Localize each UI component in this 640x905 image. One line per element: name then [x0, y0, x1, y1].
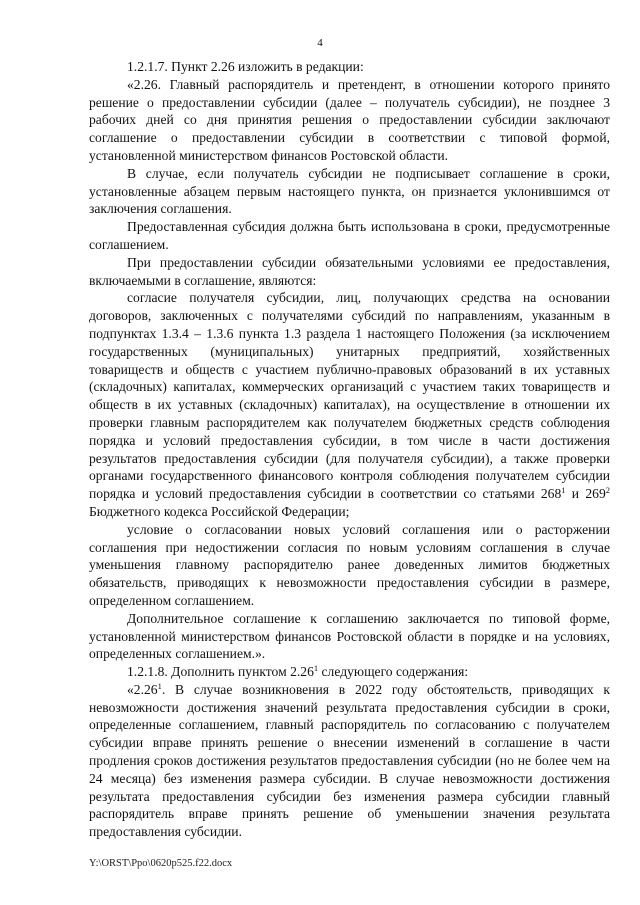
paragraph-1-2-1-7: 1.2.1.7. Пункт 2.26 изложить в редакции:: [127, 59, 364, 74]
consent-text: согласие получателя субсидии, лиц, получающих средства на основании договоров, заключенных с получателями субсидий по направлениям, указанным в подпунктах 1.3.4 – 1.3.6 пункта 1.3 раздела 1 настоящего Положения (за исключением государственных (муниципальных) унитарных предприятий, хозяйственных товариществ и обществ с участием публично-правовых образований в их уставных (складочных) капиталах, коммерческих организаций с участием таких товариществ и обществ в их уставных (складочных) капиталах), на осуществление в отношении их проверки главным распорядителем как получателем бюджетных средств соблюдения порядка и условий предоставления субсидии, в том числе в части достижения результатов предоставления субсидии (для получателя субсидии), а также проверки органами государственного финансового контроля соблюдения получателем субсидии порядка и условий предоставления субсидии в соответствии со статьями 268: [89, 290, 610, 502]
page-number: 4: [317, 37, 323, 49]
clause-text: . В случае возникновения в 2022 году обстоятельств, приводящих к невозможности достижения значений результата предоставления субсидии в сроки, определенные соглашением, главный распорядитель по согласованию с получателем субсидии вправе принять решение о внесении изменений в соглашение в части продления сроков достижения результатов предоставления субсидии (но не более чем на 24 месяца) без изменения размера субсидии. В случае невозможности достижения результата предоставления субсидии без изменения размера субсидии главный распорядитель вправе принять решение об уменьшении значения результата предоставления субсидии.: [89, 681, 610, 840]
paragraph-additional-agreement: Дополнительное соглашение к соглашению заключается по типовой форме, установленной министерством финансов Ростовской области в порядке и на условиях, определенных соглашением.».: [89, 610, 610, 662]
paragraph-mandatory-conditions: При предоставлении субсидии обязательными условиями ее предоставления, включаемыми в соглашение, являются:: [89, 254, 610, 288]
paragraph-1-2-1-8: [89, 663, 610, 681]
paragraph-evasion: В случае, если получатель субсидии не подписывает соглашение в сроки, установленные абзацем первым настоящего пункта, он признается уклонившимся от заключения соглашения.: [89, 165, 610, 217]
consent-code-reference: Бюджетного кодекса Российской Федерации;: [89, 503, 350, 519]
superscript-1: 1: [561, 485, 566, 496]
document-body: [89, 58, 610, 841]
paragraph-new-conditions: условие о согласовании новых условий соглашения или о расторжении соглашения при недостижении согласия по новым условиям соглашения в случае уменьшения главному распорядителю ранее доведенных лимитов бюджетных обязательств, приводящих к невозможности предоставления субсидии в размере, определенном соглашением.: [89, 521, 610, 608]
paragraph-clause-2-26: «2.26. Главный распорядитель и претендент, в отношении которого принято решение о предоставлении субсидии (далее – получатель субсидии), не позднее 3 рабочих дней со дня принятия решения о предоставлении субсидии заключают соглашение о предоставлении субсидии в соответствии с типовой формой, установленной министерством финансов Ростовской области.: [89, 76, 610, 163]
clause-number: «2.26: [127, 681, 158, 697]
paragraph-clause-2-26-1: [89, 681, 610, 841]
file-path-footer: Y:\ORST\Ppo\0620p525.f22.docx: [89, 858, 233, 869]
supplement-text: 1.2.1.8. Дополнить пунктом 2.26: [127, 664, 314, 680]
consent-and: и 269: [565, 486, 606, 502]
paragraph-consent: [89, 289, 610, 520]
superscript-supplement: 1: [313, 663, 319, 674]
paragraph-usage-terms: Предоставленная субсидия должна быть использована в сроки, предусмотренные соглашением.: [89, 219, 610, 252]
superscript-clause: 1: [157, 680, 162, 691]
superscript-2: 2: [605, 485, 610, 496]
supplement-following: следующего содержания:: [318, 664, 469, 680]
